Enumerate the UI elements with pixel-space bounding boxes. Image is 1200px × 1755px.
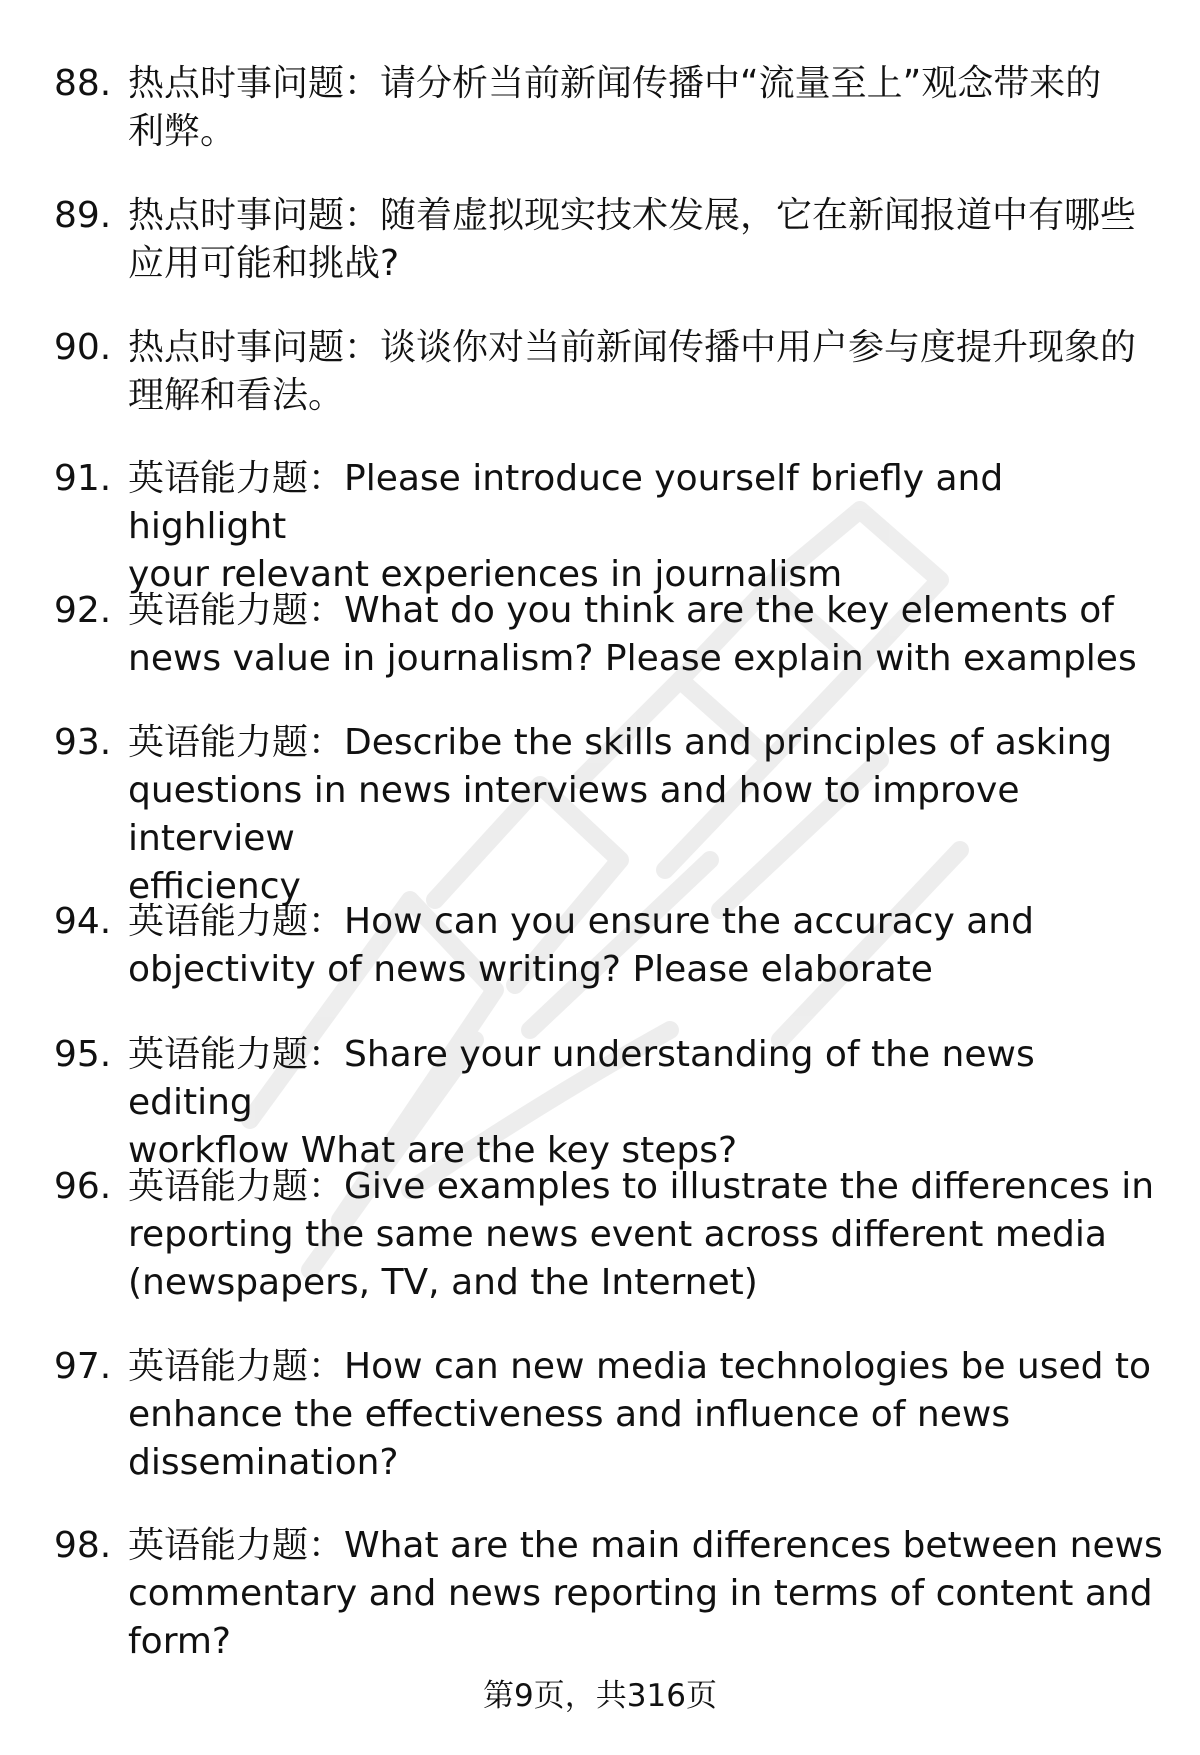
question-text: 英语能力题：What are the main differences between news commentary and news reporting in terms of content and form? (128, 1525, 1163, 1662)
question-number: 93. (54, 722, 112, 763)
question-item-98 (54, 1522, 1164, 1666)
question-text: 热点时事问题：随着虚拟现实技术发展，它在新闻报道中有哪些 应用可能和挑战? (128, 195, 1137, 284)
question-text: 英语能力题：Give examples to illustrate the differences in reporting the same news event across different media (newspapers, TV, and the Internet) (128, 1166, 1155, 1303)
question-text: 英语能力题：Describe the skills and principles of asking questions in news interviews and how to improve interview efficiency (128, 722, 1113, 907)
question-number: 95. (54, 1034, 112, 1075)
question-number: 97. (54, 1346, 112, 1387)
question-number: 89. (54, 195, 112, 236)
question-item-97 (54, 1343, 1164, 1487)
page-number-footer: 第9页，共316页 (483, 1678, 717, 1714)
question-number: 96. (54, 1166, 112, 1207)
question-number: 98. (54, 1525, 112, 1566)
question-item-95 (54, 1031, 1164, 1175)
question-number: 94. (54, 901, 112, 942)
question-item-92 (54, 587, 1164, 683)
question-item-89 (54, 192, 1164, 288)
question-text: 英语能力题：How can you ensure the accuracy and objectivity of news writing? Please elaborate (128, 901, 1034, 990)
question-text: 英语能力题：Please introduce yourself briefly and highlight your relevant experiences in journalism (128, 458, 1004, 595)
question-text: 英语能力题：What do you think are the key elements of news value in journalism? Please explain with examples (128, 590, 1137, 679)
question-item-93 (54, 719, 1164, 911)
question-number: 91. (54, 458, 112, 499)
question-number: 92. (54, 590, 112, 631)
question-item-90 (54, 324, 1164, 420)
question-number: 90. (54, 327, 112, 368)
question-item-91 (54, 455, 1164, 599)
question-item-96 (54, 1163, 1164, 1307)
question-text: 热点时事问题：请分析当前新闻传播中“流量至上”观念带来的 利弊。 (128, 63, 1102, 152)
question-item-94 (54, 898, 1164, 994)
question-text: 英语能力题：How can new media technologies be used to enhance the effectiveness and influence of news dissemination? (128, 1346, 1152, 1483)
question-item-88 (54, 60, 1164, 156)
question-text: 英语能力题：Share your understanding of the news editing workflow What are the key steps? (128, 1034, 1035, 1171)
question-number: 88. (54, 63, 112, 104)
question-text: 热点时事问题：谈谈你对当前新闻传播中用户参与度提升现象的 理解和看法。 (128, 327, 1137, 416)
